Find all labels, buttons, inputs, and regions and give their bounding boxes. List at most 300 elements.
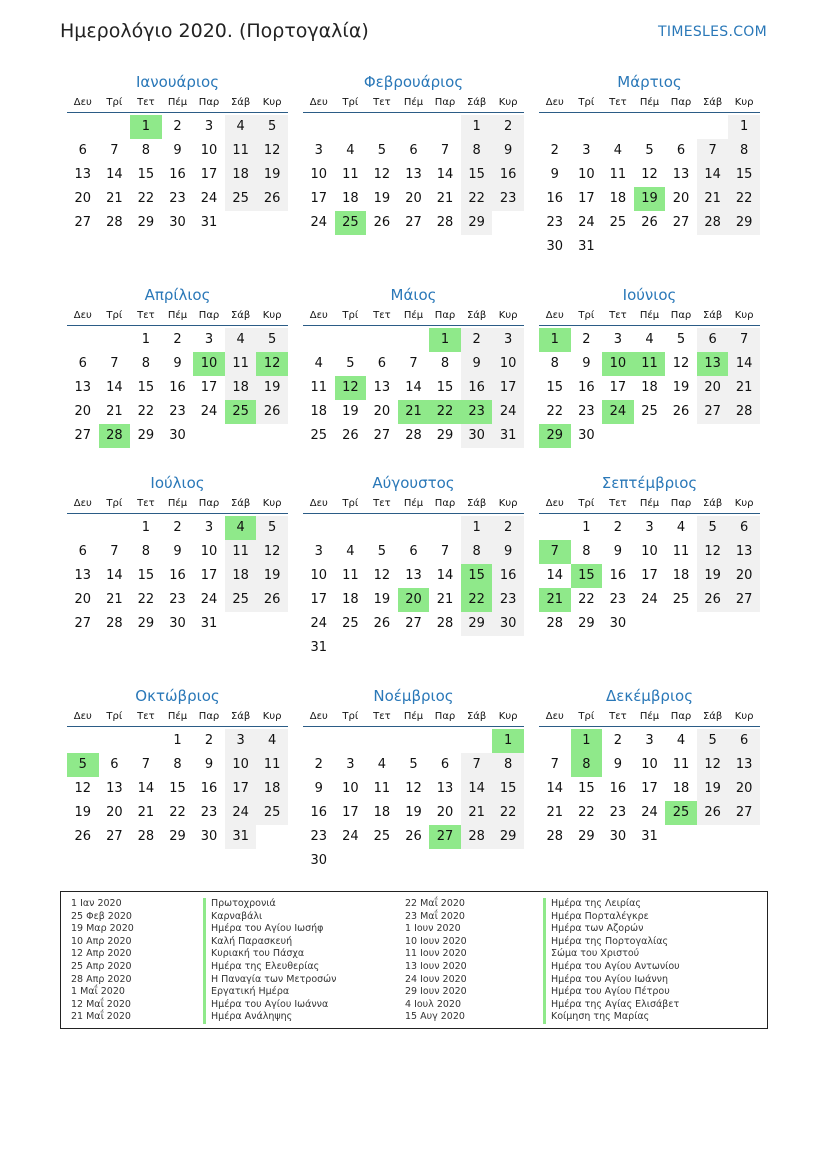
holiday-date: 1 Ιουν 2020	[405, 923, 461, 935]
day-cell: 8	[173, 757, 182, 772]
empty-cell	[99, 729, 131, 753]
day-cell: 17	[342, 805, 359, 820]
day-cell: 4	[225, 115, 257, 139]
empty-cell	[67, 729, 99, 753]
month-name: Φεβρουάριος	[363, 73, 464, 91]
day-cell: 30	[609, 616, 627, 631]
empty-cell	[99, 115, 131, 139]
day-cell: 6	[409, 544, 418, 559]
weekday-label: Παρ	[434, 498, 456, 509]
weekday-label: Παρ	[198, 498, 220, 509]
day-cell: 2	[613, 733, 623, 748]
day-cell: 27	[74, 428, 92, 443]
day-cell: 18	[609, 191, 627, 206]
day-cell: 7	[110, 356, 119, 371]
holiday-date: 29 Ιουν 2020	[405, 986, 467, 998]
day-cell: 20	[405, 191, 422, 206]
weekday-label: Κυρ	[262, 97, 282, 108]
empty-cell	[366, 115, 398, 139]
day-cell: 7	[110, 143, 119, 158]
day-cell: 25	[373, 829, 391, 844]
day-cell: 13	[74, 380, 92, 395]
day-cell: 16	[609, 568, 627, 583]
month-name: Νοέμβριος	[373, 687, 454, 705]
weekday-header	[539, 708, 760, 727]
day-cell: 8	[582, 544, 591, 559]
day-cell: 19	[342, 404, 359, 419]
day-cell: 23	[492, 588, 524, 612]
holiday-day-cell: 1	[492, 729, 524, 753]
holiday-day-cell: 1	[571, 729, 603, 753]
weekday-label: Πέμ	[403, 711, 424, 722]
day-cell: 14	[436, 167, 454, 182]
day-cell: 30	[169, 215, 186, 230]
day-cell: 18	[225, 564, 257, 588]
day-cell: 1	[582, 520, 591, 535]
weekday-label: Σάβ	[466, 97, 487, 108]
day-cell: 23	[546, 215, 564, 230]
holiday-name: Ημέρα του Αγίου Ιωάννη	[543, 974, 680, 987]
day-cell: 7	[409, 356, 418, 371]
day-cell: 30	[310, 853, 328, 868]
day-cell: 25	[310, 428, 328, 443]
weekday-label: Πέμ	[167, 498, 188, 509]
day-cell: 20	[74, 404, 92, 419]
weekday-label: Τετ	[137, 310, 155, 321]
weekday-label: Πέμ	[167, 97, 188, 108]
day-cell: 13	[405, 568, 422, 583]
weekday-label: Κυρ	[734, 97, 754, 108]
weekday-label: Τρί	[342, 97, 359, 108]
day-cell: 26	[373, 215, 391, 230]
empty-cell	[366, 516, 398, 540]
weekday-header	[67, 708, 288, 727]
day-cell: 6	[78, 544, 87, 559]
day-cell: 24	[578, 215, 595, 230]
holiday-day-cell: 1	[130, 115, 162, 139]
month-block	[539, 471, 760, 636]
day-cell: 22	[578, 805, 595, 820]
day-cell: 10	[225, 753, 257, 777]
day-cell: 12	[256, 139, 288, 163]
day-cell: 31	[492, 424, 524, 448]
day-cell: 20	[672, 191, 690, 206]
day-cell: 5	[697, 516, 729, 540]
day-cell: 27	[405, 616, 422, 631]
holiday-day-cell: 28	[99, 424, 131, 448]
day-cell: 24	[342, 829, 359, 844]
weekday-header	[303, 94, 524, 113]
day-cell: 23	[169, 592, 186, 607]
day-cell: 27	[697, 400, 729, 424]
weekday-label: Τρί	[342, 310, 359, 321]
day-cell: 21	[546, 805, 564, 820]
weekday-header	[67, 94, 288, 113]
month-block	[67, 684, 288, 849]
month-name: Οκτώβριος	[135, 687, 220, 705]
day-cell: 2	[550, 143, 559, 158]
day-cell: 25	[641, 404, 658, 419]
day-cell: 5	[256, 328, 288, 352]
day-cell: 16	[609, 781, 627, 796]
empty-cell	[398, 115, 430, 139]
holiday-date: 1 Ιαν 2020	[71, 898, 122, 909]
holiday-name: Εργατική Ημέρα	[203, 986, 336, 999]
day-cell: 5	[256, 115, 288, 139]
holiday-day-cell: 21	[398, 400, 430, 424]
day-cell: 8	[141, 544, 151, 559]
day-cell: 26	[405, 829, 422, 844]
empty-cell	[67, 328, 99, 352]
empty-cell	[571, 115, 603, 139]
day-cell: 9	[582, 356, 591, 371]
day-cell: 20	[373, 404, 391, 419]
day-cell: 3	[645, 733, 654, 748]
empty-cell	[602, 115, 634, 139]
day-cell: 23	[578, 404, 595, 419]
day-cell: 6	[728, 516, 760, 540]
holiday-day-cell: 12	[335, 376, 367, 400]
day-cell: 9	[492, 540, 524, 564]
day-cell: 26	[373, 616, 391, 631]
holiday-name: Καρναβάλι	[203, 911, 336, 924]
holiday-date: 12 Απρ 2020	[71, 948, 132, 960]
day-cell: 13	[436, 781, 454, 796]
day-cell: 20	[74, 191, 92, 206]
day-cell: 27	[373, 428, 391, 443]
weekday-label: Πέμ	[403, 498, 424, 509]
month-name: Αύγουστος	[372, 474, 455, 492]
day-cell: 13	[74, 568, 92, 583]
day-cell: 14	[106, 568, 123, 583]
weekday-label: Κυρ	[734, 310, 754, 321]
day-cell: 6	[377, 356, 387, 371]
weekday-label: Τετ	[373, 498, 391, 509]
weekday-label: Δευ	[309, 310, 328, 321]
holiday-name: Σώμα του Χριστού	[543, 948, 680, 961]
day-cell: 13	[728, 540, 760, 564]
empty-cell	[539, 115, 571, 139]
weekday-label: Πέμ	[639, 711, 660, 722]
day-cell: 5	[645, 143, 654, 158]
day-cell: 3	[314, 143, 323, 158]
day-cell: 5	[346, 356, 355, 371]
day-cell: 16	[461, 376, 493, 400]
day-cell: 31	[200, 215, 218, 230]
day-cell: 26	[256, 400, 288, 424]
day-cell: 11	[225, 540, 257, 564]
weekday-label: Κυρ	[262, 711, 282, 722]
holiday-date: 21 Μαΐ 2020	[71, 1011, 131, 1023]
empty-cell	[665, 115, 697, 139]
month-name: Ιούλιος	[150, 474, 205, 492]
day-cell: 2	[173, 332, 182, 347]
day-cell: 3	[582, 143, 591, 158]
day-cell: 21	[436, 592, 454, 607]
day-cell: 17	[310, 191, 328, 206]
day-cell: 28	[405, 428, 422, 443]
empty-cell	[461, 729, 493, 753]
empty-cell	[398, 516, 430, 540]
weekday-label: Κυρ	[498, 711, 518, 722]
weekday-label: Κυρ	[734, 711, 754, 722]
day-cell: 2	[314, 757, 323, 772]
weekday-label: Πέμ	[639, 97, 660, 108]
holiday-day-cell: 24	[602, 400, 634, 424]
day-cell: 10	[641, 757, 658, 772]
day-cell: 6	[78, 143, 87, 158]
weekday-label: Κυρ	[262, 310, 282, 321]
day-cell: 30	[492, 612, 524, 636]
day-cell: 12	[373, 568, 391, 583]
weekday-header	[539, 94, 760, 113]
day-cell: 25	[225, 588, 257, 612]
day-cell: 15	[137, 568, 155, 583]
weekday-label: Κυρ	[498, 498, 518, 509]
holiday-day-cell: 23	[461, 400, 493, 424]
day-cell: 18	[225, 376, 257, 400]
day-cell: 20	[106, 805, 123, 820]
day-cell: 4	[256, 729, 288, 753]
day-cell: 4	[346, 143, 355, 158]
day-cell: 17	[225, 777, 257, 801]
empty-cell	[335, 115, 367, 139]
weekday-label: Τετ	[137, 97, 155, 108]
month-name: Ιούνιος	[622, 286, 677, 304]
day-cell: 30	[200, 829, 218, 844]
day-cell: 4	[676, 733, 686, 748]
empty-cell	[398, 729, 430, 753]
day-cell: 9	[613, 757, 623, 772]
weekday-header	[67, 495, 288, 514]
month-block	[67, 283, 288, 448]
day-cell: 22	[546, 404, 564, 419]
day-cell: 28	[546, 829, 564, 844]
holiday-day-cell: 29	[539, 424, 571, 448]
weekday-label: Παρ	[434, 97, 456, 108]
day-cell: 22	[137, 191, 155, 206]
holiday-day-cell: 12	[256, 352, 288, 376]
day-cell: 9	[461, 352, 493, 376]
holiday-date: 1 Μαΐ 2020	[71, 986, 125, 998]
day-cell: 4	[676, 520, 686, 535]
day-cell: 24	[641, 805, 658, 820]
day-cell: 20	[697, 376, 729, 400]
day-cell: 10	[342, 781, 359, 796]
day-cell: 9	[314, 781, 323, 796]
weekday-label: Πέμ	[403, 310, 424, 321]
day-cell: 19	[74, 805, 92, 820]
day-cell: 16	[492, 163, 524, 187]
holiday-date: 13 Ιουν 2020	[405, 960, 467, 972]
day-cell: 17	[609, 380, 627, 395]
holiday-day-cell: 25	[665, 801, 697, 825]
day-cell: 28	[436, 215, 454, 230]
weekday-label: Κυρ	[262, 498, 282, 509]
day-cell: 15	[492, 777, 524, 801]
day-cell: 12	[672, 356, 690, 371]
day-cell: 1	[141, 332, 151, 347]
empty-cell	[303, 115, 335, 139]
day-cell: 18	[373, 805, 391, 820]
day-cell: 29	[137, 428, 155, 443]
day-cell: 26	[697, 588, 729, 612]
day-cell: 19	[373, 592, 391, 607]
month-block	[539, 684, 760, 849]
holiday-date: 25 Φεβ 2020	[71, 910, 132, 922]
day-cell: 20	[436, 805, 454, 820]
holiday-date: 22 Μαΐ 2020	[405, 898, 465, 909]
day-cell: 16	[169, 568, 186, 583]
day-cell: 18	[342, 592, 359, 607]
day-cell: 8	[728, 139, 760, 163]
weekday-label: Τετ	[137, 711, 155, 722]
day-cell: 6	[676, 143, 686, 158]
day-cell: 27	[106, 829, 123, 844]
day-cell: 31	[310, 640, 328, 655]
day-grid	[67, 115, 288, 235]
day-cell: 8	[492, 753, 524, 777]
holiday-name: Ημέρα της Λειρίας	[543, 898, 680, 911]
weekday-label: Δευ	[545, 498, 564, 509]
day-cell: 29	[578, 829, 595, 844]
day-grid	[303, 729, 524, 873]
day-cell: 6	[409, 143, 418, 158]
day-cell: 30	[609, 829, 627, 844]
day-cell: 14	[728, 352, 760, 376]
weekday-label: Δευ	[545, 97, 564, 108]
day-cell: 21	[106, 191, 123, 206]
day-cell: 25	[225, 187, 257, 211]
day-cell: 11	[342, 167, 359, 182]
weekday-label: Δευ	[309, 97, 328, 108]
empty-cell	[335, 729, 367, 753]
weekday-label: Πέμ	[639, 310, 660, 321]
weekday-label: Κυρ	[498, 97, 518, 108]
day-cell: 7	[728, 328, 760, 352]
day-cell: 3	[314, 544, 323, 559]
day-cell: 5	[676, 332, 686, 347]
day-cell: 7	[110, 544, 119, 559]
holiday-name: Ημέρα των Αζορών	[543, 923, 680, 936]
weekday-label: Τετ	[373, 97, 391, 108]
day-cell: 16	[578, 380, 595, 395]
empty-cell	[366, 328, 398, 352]
day-cell: 24	[641, 592, 658, 607]
empty-cell	[539, 729, 571, 753]
day-cell: 8	[141, 356, 151, 371]
day-cell: 21	[461, 801, 493, 825]
day-cell: 7	[697, 139, 729, 163]
day-cell: 15	[728, 163, 760, 187]
day-cell: 9	[204, 757, 214, 772]
day-cell: 8	[440, 356, 450, 371]
day-cell: 30	[578, 428, 595, 443]
day-cell: 4	[225, 328, 257, 352]
brand-logo[interactable]: TIMESLES.COM	[658, 24, 767, 40]
weekday-label: Δευ	[309, 711, 328, 722]
day-cell: 22	[137, 404, 155, 419]
day-cell: 26	[697, 801, 729, 825]
day-cell: 8	[141, 143, 151, 158]
day-cell: 3	[204, 520, 214, 535]
empty-cell	[539, 516, 571, 540]
day-cell: 22	[728, 187, 760, 211]
empty-cell	[335, 516, 367, 540]
day-cell: 15	[169, 781, 186, 796]
day-cell: 27	[74, 616, 92, 631]
weekday-header	[303, 708, 524, 727]
day-cell: 29	[137, 616, 155, 631]
day-cell: 23	[200, 805, 218, 820]
day-cell: 26	[641, 215, 658, 230]
holiday-date: 24 Ιουν 2020	[405, 973, 467, 985]
day-cell: 23	[310, 829, 328, 844]
day-cell: 18	[310, 404, 328, 419]
holiday-day-cell: 22	[461, 588, 493, 612]
day-cell: 23	[169, 191, 186, 206]
holiday-date: 28 Απρ 2020	[71, 973, 132, 985]
day-cell: 10	[578, 167, 595, 182]
month-block	[303, 283, 524, 448]
day-grid	[67, 516, 288, 636]
empty-cell	[697, 115, 729, 139]
day-cell: 2	[492, 516, 524, 540]
day-cell: 10	[310, 568, 328, 583]
weekday-label: Σάβ	[230, 711, 251, 722]
holiday-date: 23 Μαΐ 2020	[405, 910, 465, 922]
empty-cell	[429, 516, 461, 540]
day-cell: 26	[256, 588, 288, 612]
day-cell: 27	[405, 215, 422, 230]
holiday-date: 10 Απρ 2020	[71, 935, 132, 947]
day-cell: 19	[256, 564, 288, 588]
weekday-label: Σάβ	[230, 498, 251, 509]
weekday-label: Σάβ	[230, 310, 251, 321]
day-cell: 6	[728, 729, 760, 753]
day-cell: 3	[645, 520, 654, 535]
day-cell: 11	[225, 139, 257, 163]
day-cell: 14	[106, 380, 123, 395]
day-cell: 13	[74, 167, 92, 182]
day-cell: 14	[546, 781, 564, 796]
day-cell: 7	[461, 753, 493, 777]
weekday-label: Δευ	[73, 310, 92, 321]
month-block	[539, 283, 760, 448]
day-cell: 1	[141, 520, 151, 535]
day-cell: 17	[200, 568, 218, 583]
day-cell: 18	[672, 781, 690, 796]
day-cell: 27	[74, 215, 92, 230]
day-cell: 24	[200, 404, 218, 419]
day-cell: 14	[137, 781, 155, 796]
day-cell: 17	[310, 592, 328, 607]
weekday-label: Σάβ	[466, 310, 487, 321]
empty-cell	[303, 516, 335, 540]
weekday-label: Παρ	[670, 711, 692, 722]
day-cell: 17	[641, 781, 658, 796]
weekday-label: Τετ	[609, 97, 627, 108]
day-cell: 19	[373, 191, 391, 206]
day-cell: 12	[697, 540, 729, 564]
day-cell: 10	[310, 167, 328, 182]
empty-cell	[67, 516, 99, 540]
day-cell: 14	[697, 163, 729, 187]
day-cell: 1	[728, 115, 760, 139]
day-cell: 12	[405, 781, 422, 796]
day-cell: 13	[373, 380, 391, 395]
day-cell: 29	[461, 612, 493, 636]
